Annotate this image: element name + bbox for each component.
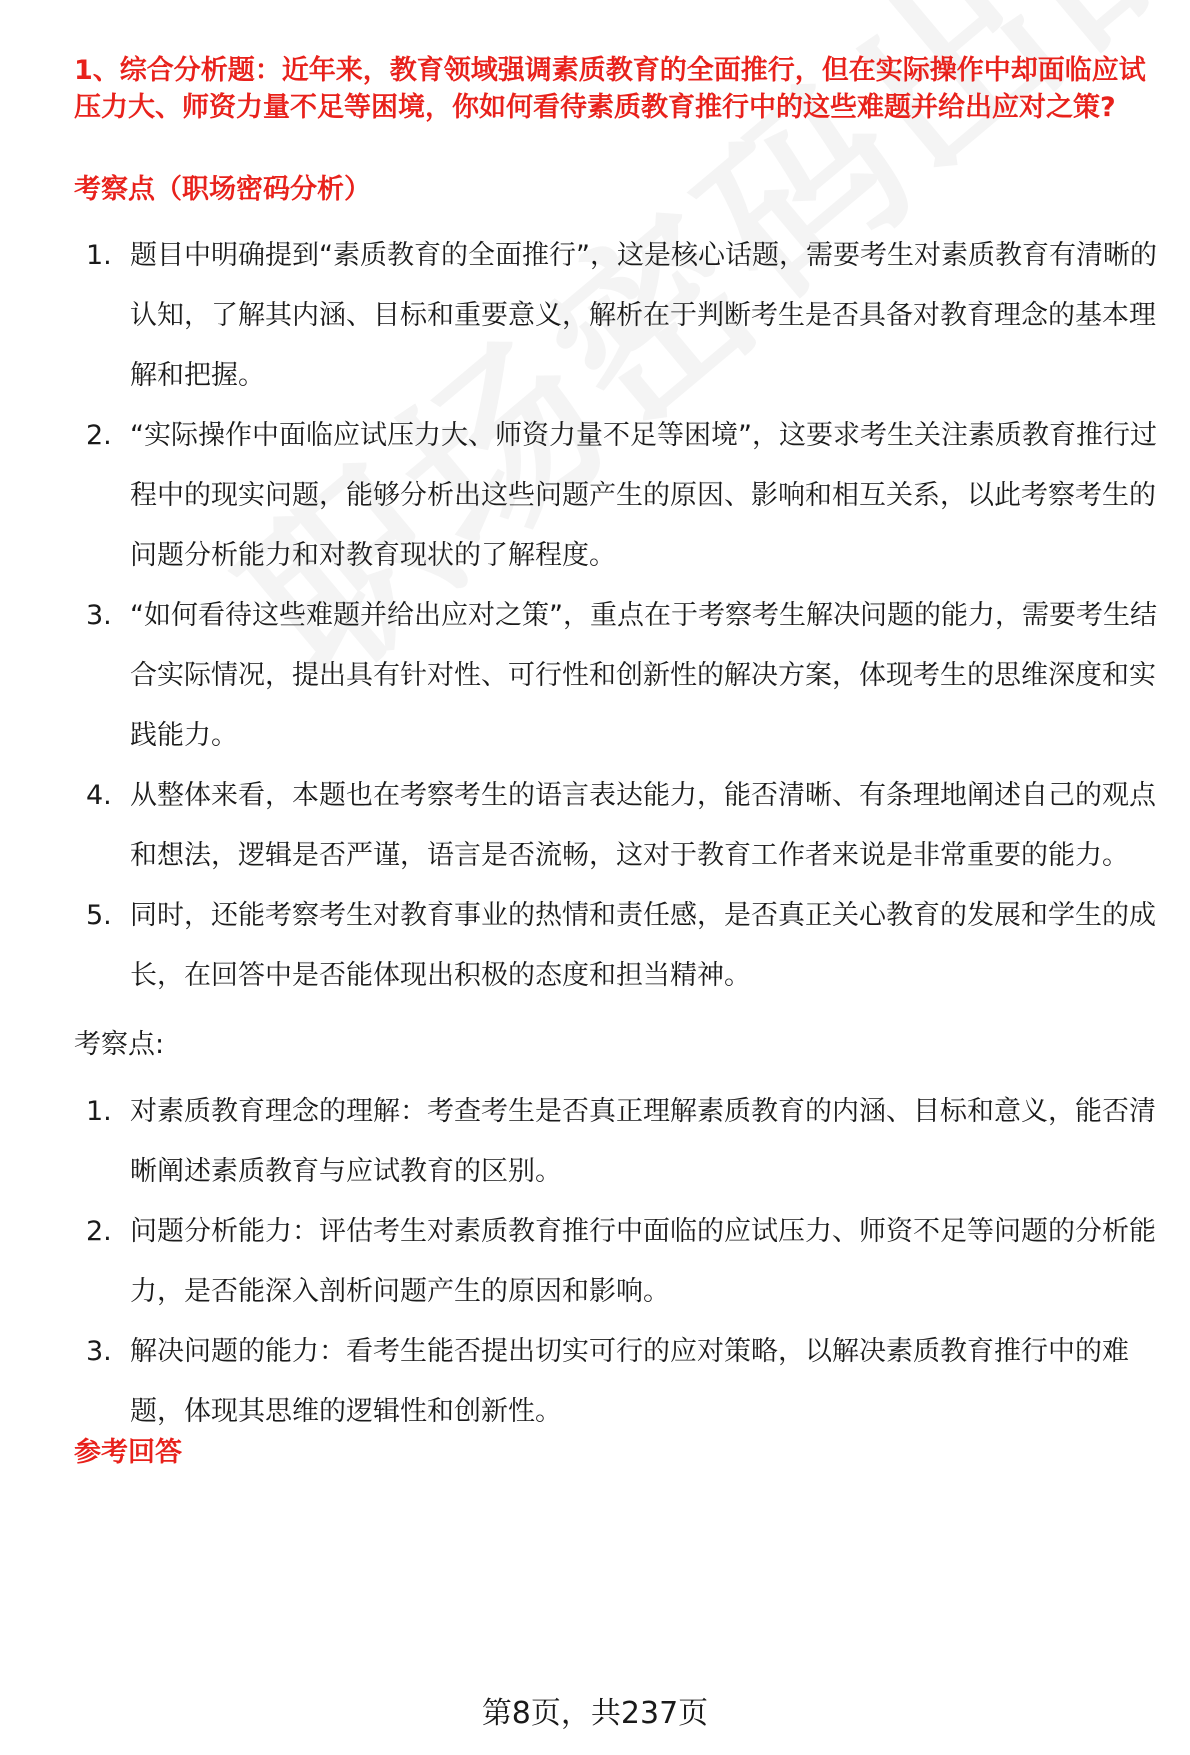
points-list bbox=[74, 1082, 1164, 1442]
list-text: 问题分析能力：评估考生对素质教育推行中面临的应试压力、师资不足等问题的分析能力，是否能深入剖析问题产生的原因和影响。 bbox=[130, 1216, 1156, 1307]
list-number: 3. bbox=[86, 600, 112, 631]
list-text: 解决问题的能力：看考生能否提出切实可行的应对策略，以解决素质教育推行中的难题，体现其思维的逻辑性和创新性。 bbox=[130, 1336, 1129, 1427]
list-number: 2. bbox=[86, 420, 112, 451]
list-text: “实际操作中面临应试压力大、师资力量不足等困境”，这要求考生关注素质教育推行过程中的现实问题，能够分析出这些问题产生的原因、影响和相互关系，以此考察考生的问题分析能力和对教育现状的了解程度。 bbox=[130, 420, 1157, 571]
list-item bbox=[74, 1082, 1164, 1202]
list-item bbox=[74, 886, 1164, 1006]
section-heading-analysis: 考察点（职场密码分析） bbox=[74, 174, 371, 205]
list-text: 从整体来看，本题也在考察考生的语言表达能力，能否清晰、有条理地阐述自己的观点和想法，逻辑是否严谨，语言是否流畅，这对于教育工作者来说是非常重要的能力。 bbox=[130, 780, 1156, 871]
list-item bbox=[74, 226, 1164, 406]
list-number: 4. bbox=[86, 780, 112, 811]
section-heading-points: 考察点: bbox=[74, 1029, 165, 1060]
list-text: 同时，还能考察考生对教育事业的热情和责任感，是否真正关心教育的发展和学生的成长，在回答中是否能体现出积极的态度和担当精神。 bbox=[130, 900, 1156, 991]
list-number: 2. bbox=[86, 1216, 112, 1247]
question-heading: 1、综合分析题：近年来，教育领域强调素质教育的全面推行，但在实际操作中却面临应试压力大、师资力量不足等困境，你如何看待素质教育推行中的这些难题并给出应对之策? bbox=[74, 55, 1146, 123]
list-number: 1. bbox=[86, 240, 112, 271]
list-text: 对素质教育理念的理解：考查考生是否真正理解素质教育的内涵、目标和意义，能否清晰阐述素质教育与应试教育的区别。 bbox=[130, 1096, 1156, 1187]
analysis-point-list bbox=[74, 226, 1164, 1006]
list-item bbox=[74, 1202, 1164, 1322]
list-text: “如何看待这些难题并给出应对之策”，重点在于考察考生解决问题的能力，需要考生结合实际情况，提出具有针对性、可行性和创新性的解决方案，体现考生的思维深度和实践能力。 bbox=[130, 600, 1157, 751]
section-heading-answer: 参考回答 bbox=[74, 1437, 182, 1468]
list-text: 题目中明确提到“素质教育的全面推行”，这是核心话题，需要考生对素质教育有清晰的认知，了解其内涵、目标和重要意义，解析在于判断考生是否具备对教育理念的基本理解和把握。 bbox=[130, 240, 1157, 391]
list-number: 3. bbox=[86, 1336, 112, 1367]
page-footer: 第8页，共237页 bbox=[481, 1696, 709, 1731]
list-number: 1. bbox=[86, 1096, 112, 1127]
list-item bbox=[74, 766, 1164, 886]
list-item bbox=[74, 1322, 1164, 1442]
list-number: 5. bbox=[86, 900, 112, 931]
list-item bbox=[74, 406, 1164, 586]
list-item bbox=[74, 586, 1164, 766]
